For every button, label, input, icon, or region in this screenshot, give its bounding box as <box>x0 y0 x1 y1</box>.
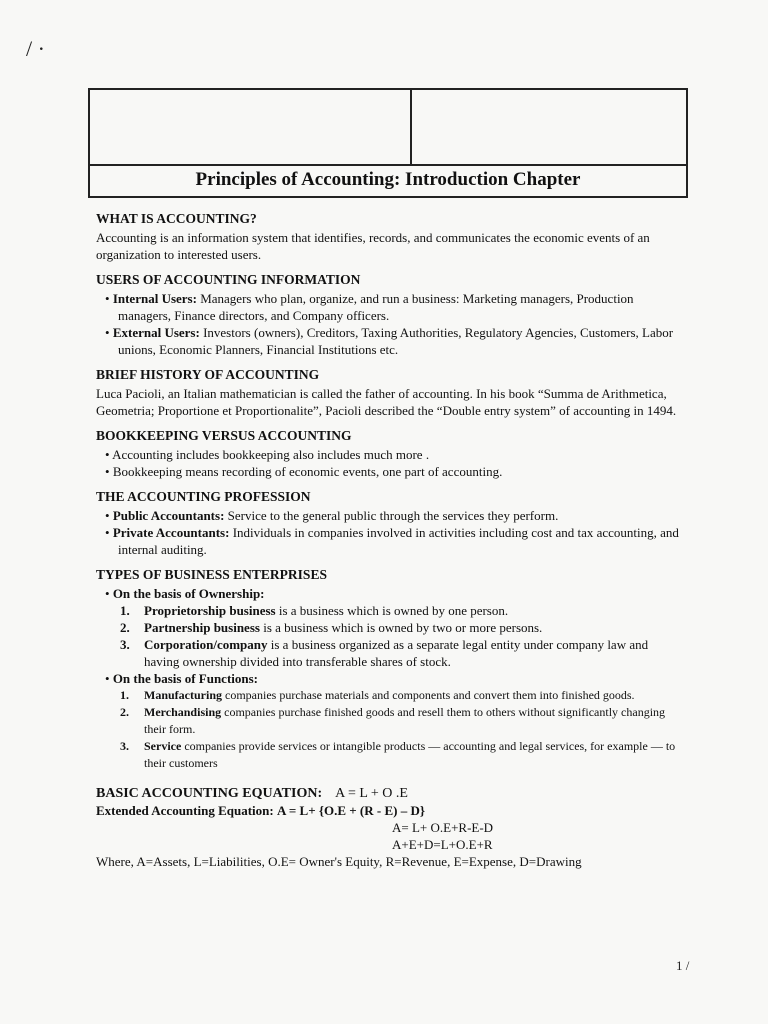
section-profession <box>96 488 680 558</box>
item-label: External Users: <box>112 325 200 340</box>
item-label: On the basis of Ownership: <box>112 586 265 601</box>
basic-equation <box>96 784 680 802</box>
section-bookkeeping <box>96 427 680 480</box>
page-title: Principles of Accounting: Introduction Chapter <box>195 169 581 190</box>
subheading-ownership: • On the basis of Ownership: <box>105 586 265 601</box>
list-item: • Public Accountants: Service to the general public through the services they perform. <box>105 508 559 523</box>
item-term: Proprietorship business <box>144 603 276 618</box>
item-label: Public Accountants: <box>112 508 225 523</box>
item-text: is a business organized as a separate legal entity under company law and having ownership divided into transferable shares of stock. <box>144 637 649 669</box>
numbered-item <box>96 602 680 619</box>
header-cell-divider <box>410 90 412 164</box>
extended-equation <box>96 802 680 819</box>
section-heading: THE ACCOUNTING PROFESSION <box>96 489 311 504</box>
equation-line: A+E+D=L+O.E+R <box>392 837 493 852</box>
section-users <box>96 271 680 358</box>
item-text: Service to the general public through the services they perform. <box>227 508 559 523</box>
section-heading: TYPES OF BUSINESS ENTERPRISES <box>96 567 327 582</box>
section-history <box>96 366 680 419</box>
numbered-item <box>96 619 680 636</box>
subheading-functions: • On the basis of Functions: <box>105 671 259 686</box>
item-text: Managers who plan, organize, and run a business: Marketing managers, Production managers, Finance directors, and Company officers. <box>118 291 634 323</box>
item-text: is a business which is owned by two or more persons. <box>263 620 543 635</box>
item-text: Bookkeeping means recording of economic events, one part of accounting. <box>112 464 503 479</box>
page-number-mark: 1 / <box>676 958 690 973</box>
equation-label: Extended Accounting Equation: <box>96 803 274 818</box>
item-text: Accounting includes bookkeeping also includes much more . <box>112 447 430 462</box>
item-label: Internal Users: <box>112 291 197 306</box>
equation-legend: Where, A=Assets, L=Liabilities, O.E= Owner's Equity, R=Revenue, E=Expense, D=Drawing <box>96 854 582 869</box>
list-item: • Private Accountants: Individuals in companies involved in activities including cost and tax accounting, and internal auditing. <box>105 525 679 557</box>
paragraph: Luca Pacioli, an Italian mathematician is called the father of accounting. In his book “Summa de Arithmetica, Geometria; Proportione et Proportionalite”, Pacioli described the “Double entry system” of accounting in 1494. <box>96 386 677 418</box>
item-term: Manufacturing <box>144 688 222 702</box>
item-number: 2. <box>120 620 130 635</box>
item-number: 3. <box>120 739 129 753</box>
equation-label: BASIC ACCOUNTING EQUATION: <box>96 786 323 801</box>
list-item: • Internal Users: Managers who plan, organize, and run a business: Marketing managers, Production managers, Finance directors, and Company officers. <box>105 291 634 323</box>
item-term: Corporation/company <box>144 637 268 652</box>
equation-value: A = L+ {O.E + (R - E) – D} <box>276 803 425 818</box>
section-enterprises <box>96 566 680 772</box>
item-term: Partnership business <box>144 620 260 635</box>
item-text: companies purchase materials and components and convert them into finished goods. <box>225 688 635 702</box>
paragraph: Accounting is an information system that identifies, records, and communicates the economic events of an organization to interested users. <box>96 230 650 262</box>
section-equation <box>96 784 680 870</box>
header-box <box>88 88 688 198</box>
equation-value: A = L + O .E <box>335 786 408 801</box>
numbered-item <box>96 738 680 772</box>
header-blank-cells <box>90 90 686 166</box>
item-text: Investors (owners), Creditors, Taxing Authorities, Regulatory Agencies, Customers, Labor unions, Economic Planners, Financial Institutions etc. <box>118 325 674 357</box>
item-number: 2. <box>120 705 129 719</box>
section-what-is <box>96 210 680 263</box>
list-item: • External Users: Investors (owners), Creditors, Taxing Authorities, Regulatory Agencies, Customers, Labor unions, Economic Planners, Financial Institutions etc. <box>105 325 674 357</box>
item-text: Individuals in companies involved in activities including cost and tax accounting, and internal auditing. <box>118 525 679 557</box>
item-term: Service <box>144 739 182 753</box>
numbered-item <box>96 687 680 704</box>
section-heading: WHAT IS ACCOUNTING? <box>96 211 257 226</box>
item-number: 3. <box>120 637 130 652</box>
numbered-item <box>96 636 680 670</box>
item-text: is a business which is owned by one person. <box>278 603 509 618</box>
section-heading: BRIEF HISTORY OF ACCOUNTING <box>96 367 320 382</box>
item-text: companies purchase finished goods and resell them to others without significantly changing their form. <box>144 705 666 736</box>
document-body <box>96 210 680 878</box>
corner-pen-mark: / · <box>26 36 45 61</box>
list-item: • Bookkeeping means recording of economic events, one part of accounting. <box>105 464 503 479</box>
item-number: 1. <box>120 688 129 702</box>
item-label: Private Accountants: <box>112 525 230 540</box>
item-label: On the basis of Functions: <box>112 671 259 686</box>
item-text: companies provide services or intangible products — accounting and legal services, for example — to their customers <box>144 739 676 770</box>
section-heading: USERS OF ACCOUNTING INFORMATION <box>96 272 361 287</box>
equation-line: A= L+ O.E+R-E-D <box>392 820 494 835</box>
numbered-item <box>96 704 680 738</box>
section-heading: BOOKKEEPING VERSUS ACCOUNTING <box>96 428 352 443</box>
item-term: Merchandising <box>144 705 222 719</box>
item-number: 1. <box>120 603 130 618</box>
list-item: • Accounting includes bookkeeping also includes much more . <box>105 447 430 462</box>
